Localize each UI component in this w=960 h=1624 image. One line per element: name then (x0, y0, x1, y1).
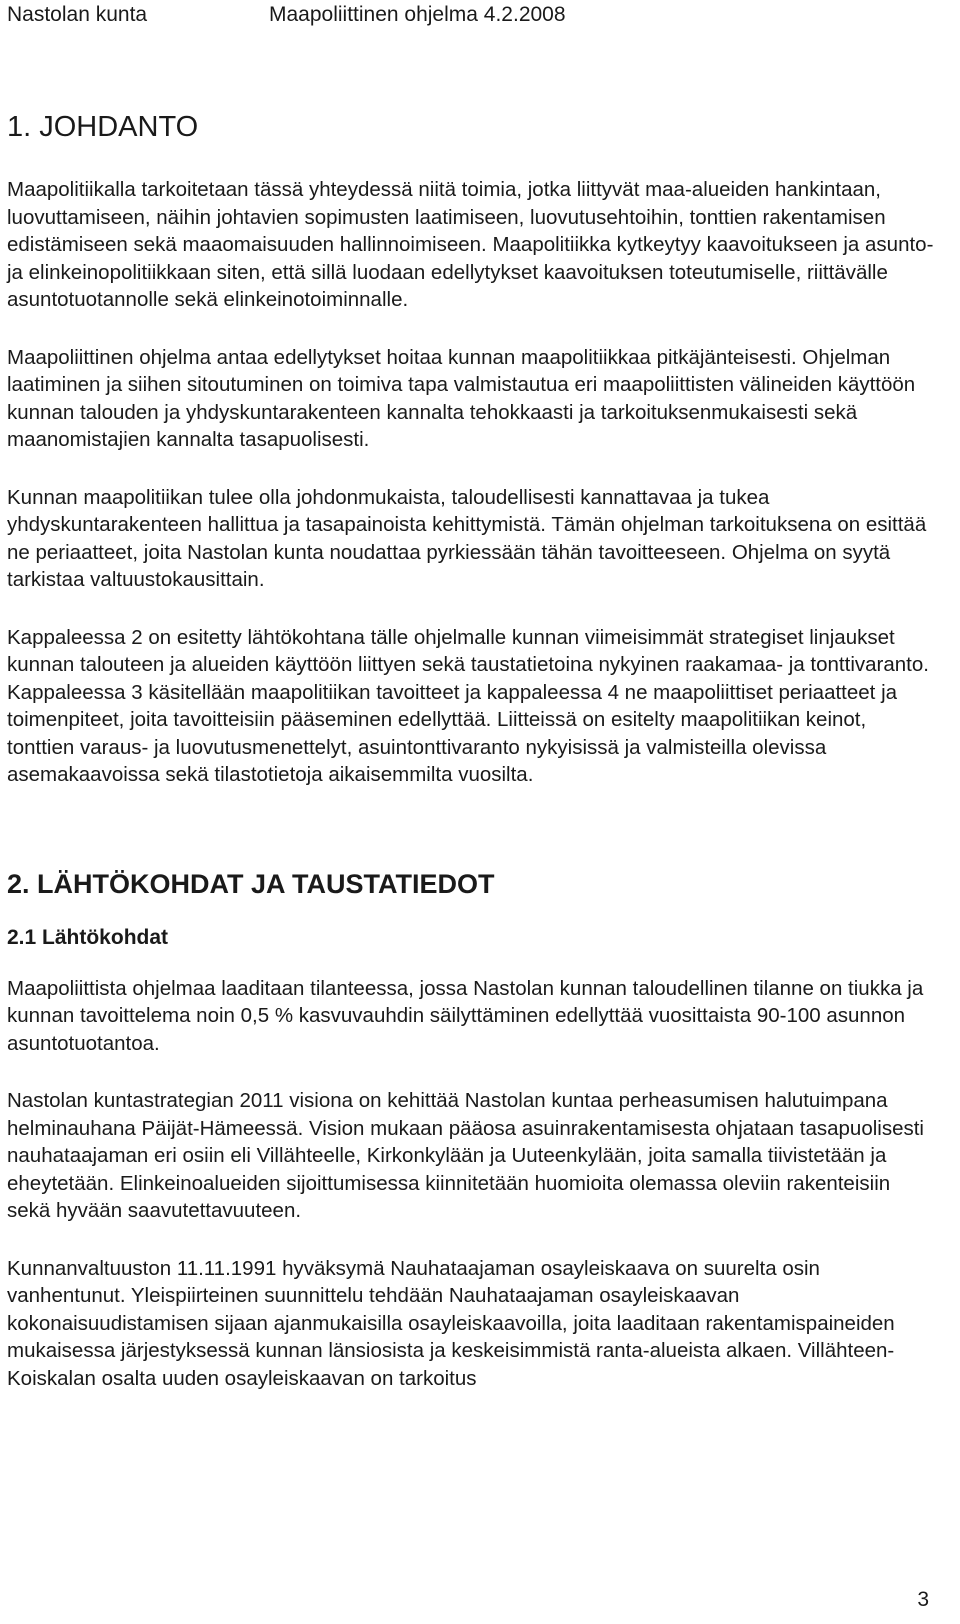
paragraph: Maapoliittinen ohjelma antaa edellytykset hoitaa kunnan maapolitiikkaa pitkäjänteisesti. Ohjelman laatiminen ja siihen sitoutuminen on toimiva tapa valmistautua eri maapoliittisten välineiden käyttöön kunnan talouden ja yhdyskuntarakenteen kannalta tehokkaasti ja tarkoituksenmukaisesti sekä maanomistajien kannalta tasapuolisesti. (7, 345, 916, 451)
paragraph: Kunnanvaltuuston 11.11.1991 hyväksymä Nauhataajaman osayleiskaava on suurelta osin vanhentunut. Yleispiirteinen suunnittelu tehdään Nauhataajaman osayleiskaavan kokonaisuudistamisen sijaan ajanmukaisilla osayleiskaavoilla, joita laaditaan rakentamispaineiden mukaisessa järjestyksessä kunnan länsiosista ja keskeisimmistä ranta-alueista alkaen. Villähteen-Koiskalan osalta uuden osayleiskaavan on tarkoitus (7, 1256, 895, 1390)
page-number: 3 (917, 1588, 929, 1611)
section-spacer (7, 819, 937, 867)
paragraph: Kunnan maapolitiikan tulee olla johdonmukaista, taloudellisesti kannattavaa ja tukea yhdyskuntarakenteen hallittua ja tasapainoista kehittymistä. Tämän ohjelman tarkoituksena on esittää ne periaatteet, joita Nastolan kunta noudattaa pyrkiessään tähän tavoitteeseen. Ohjelma on syytä tarkistaa valtuustokausittain. (7, 485, 927, 591)
header-document-title: Maapoliittinen ohjelma 4.2.2008 (269, 3, 566, 26)
page-header (7, 2, 566, 28)
paragraph: Maapoliittista ohjelmaa laaditaan tilanteessa, jossa Nastolan kunnan taloudellinen tilanne on tiukka ja kunnan tavoittelema noin 0,5 % kasvuvauhdin säilyttäminen edellyttää vuosittaista 90-100 asunnon asuntotuotantoa. (7, 976, 924, 1055)
paragraph: Nastolan kuntastrategian 2011 visiona on kehittää Nastolan kuntaa perheasumisen halutuimpana helminauhana Päijät-Hämeessä. Vision mukaan pääosa asuinrakentamisesta ohjataan tasapuolisesti nauhataajaman eri osiin eli Villähteelle, Kirkonkylään ja Uuteenkylään, joita samalla tiivistetään ja eheytetään. Elinkeinoalueiden sijoittumisessa kiinnitetään huomioita olemassa oleviin rakenteisiin sekä hyvään saavutettavuuteen. (7, 1089, 924, 1222)
header-organization: Nastolan kunta (7, 3, 148, 26)
document-body (7, 110, 937, 1422)
paragraph: Kappaleessa 2 on esitetty lähtökohtana tälle ohjelmalle kunnan viimeisimmät strategiset linjaukset kunnan talouteen ja alueiden käyttöön liittyen sekä taustatietoina nykyinen raakamaa- ja tonttivaranto. Kappaleessa 3 käsitellään maapolitiikan tavoitteet ja kappaleessa 4 ne maapoliittiset periaatteet ja toimenpiteet, joita tavoitteisiin pääseminen edellyttää. Liitteissä on esitelty maapolitiikan keinot, tonttien varaus- ja luovutusmenettelyt, asuintonttivaranto nykyisissä ja valmisteilla olevissa asemakaavoissa sekä tilastotietoja aikaisemmilta vuosilta. (7, 625, 929, 786)
subsection-heading-2-1: 2.1 Lähtökohdat (7, 925, 169, 949)
section-heading-2: 2. LÄHTÖKOHDAT JA TAUSTATIEDOT (7, 868, 495, 899)
section-heading-1: 1. JOHDANTO (7, 111, 199, 143)
paragraph: Maapolitiikalla tarkoitetaan tässä yhteydessä niitä toimia, jotka liittyvät maa-alueiden hankintaan, luovuttamiseen, näihin johtavien sopimusten laatimiseen, luovutusehtoihin, tonttien rakentamisen edistämiseen sekä maaomaisuuden hallinnoimiseen. Maapolitiikka kytkeytyy kaavoitukseen ja asunto- ja elinkeinopolitiikkaan siten, että sillä luodaan edellytykset kaavoituksen toteutumiselle, riittävälle asuntotuotannolle sekä elinkeinotoiminnalle. (7, 178, 934, 311)
